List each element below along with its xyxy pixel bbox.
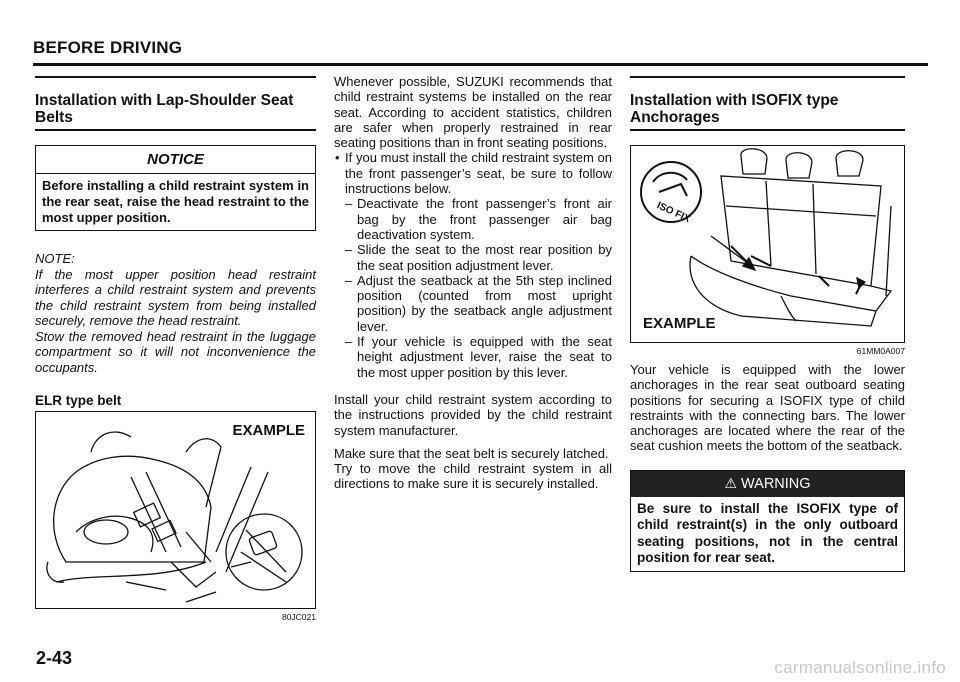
column-right <box>630 70 905 572</box>
warning-box <box>630 470 905 572</box>
figure-code: 80JC021 <box>281 612 316 622</box>
column-middle <box>334 74 612 492</box>
install-paragraph: Install your child restraint system according to the instructions provided by the child restraint system manufacturer. <box>334 391 612 438</box>
warning-triangle-icon: ⚠ <box>724 474 737 491</box>
note-block <box>35 251 316 375</box>
column-left <box>35 70 316 622</box>
note-label: NOTE: <box>35 251 75 266</box>
bullet-front-seat: • If you must install the child restraint system on the front passenger’s seat, be sure to follow instructions below. <box>334 150 612 196</box>
notice-body: Before installing a child restraint system in the rear seat, raise the head restraint to the most upper position. <box>42 178 309 225</box>
figure-child-seat <box>35 411 316 609</box>
figure-isofix-seat <box>630 145 905 343</box>
dash-item-slide-seat: – Slide the seat to the most rear position by the seat position adjustment lever. <box>334 242 612 273</box>
dash-item-seatback: – Adjust the seatback at the 5th step inclined position (counted from most upright position) by the seatback angle adjustment lever. <box>334 273 612 334</box>
child-seat-illustration <box>36 412 312 608</box>
dash-item-seat-height: – If your vehicle is equipped with the seat height adjustment lever, raise the seat to the most upper position by this lever. <box>334 334 612 380</box>
notice-heading: NOTICE <box>36 146 315 174</box>
warning-heading-bar <box>631 471 904 497</box>
page-header: BEFORE DRIVING <box>33 38 183 57</box>
header-rule <box>33 63 928 66</box>
isofix-seat-illustration <box>631 146 903 342</box>
isofix-paragraph: Your vehicle is equipped with the lower anchorages in the rear seat outboard seating positions for securing a ISOFIX type of child restraints with the connecting bars. The lower anchorages are located where the rear of the seat cushion meets the bottom of the seatback. <box>630 362 905 454</box>
intro-paragraph: Whenever possible, SUZUKI recommends that child restraint systems be installed on the rear seat. According to accident statistics, children are safer when properly restrained in rear seating positions than in front seating positions. <box>334 74 612 151</box>
subheading-elr-belt: ELR type belt <box>35 393 122 408</box>
notice-box <box>35 145 316 231</box>
figure-code-isofix: 61MM0A007 <box>856 346 905 356</box>
note-text-2: Stow the removed head restraint in the luggage compartment so it will not inconvenience the occupants. <box>35 328 316 375</box>
figure-label: EXAMPLE <box>232 422 305 439</box>
warning-heading: WARNING <box>741 475 811 492</box>
dash-item-airbag: – Deactivate the front passenger’s front air bag by the front passenger air bag deactivation system. <box>334 196 612 242</box>
warning-body: Be sure to install the ISOFIX type of child restraint(s) in the only outboard seating positions, not in the central position for rear seat. <box>637 500 898 566</box>
isofix-icon-text: ISO FIX <box>654 200 692 226</box>
page-number: 2-43 <box>36 648 73 668</box>
section-title-lap-shoulder: Installation with Lap-Shoulder Seat Belts <box>35 78 316 131</box>
note-text-1: If the most upper position head restraint interferes a child restraint system and prevents the child restraint system from being installed securely, remove the head restraint. <box>35 266 316 328</box>
watermark: carmanualsonline.info <box>774 658 946 677</box>
move-paragraph: Try to move the child restraint system in all directions to make sure it is securely installed. <box>334 461 612 492</box>
section-title-isofix: Installation with ISOFIX type Anchorages <box>630 78 905 131</box>
figure-label-isofix: EXAMPLE <box>643 315 716 332</box>
latch-paragraph: Make sure that the seat belt is securely latched. <box>334 445 609 461</box>
